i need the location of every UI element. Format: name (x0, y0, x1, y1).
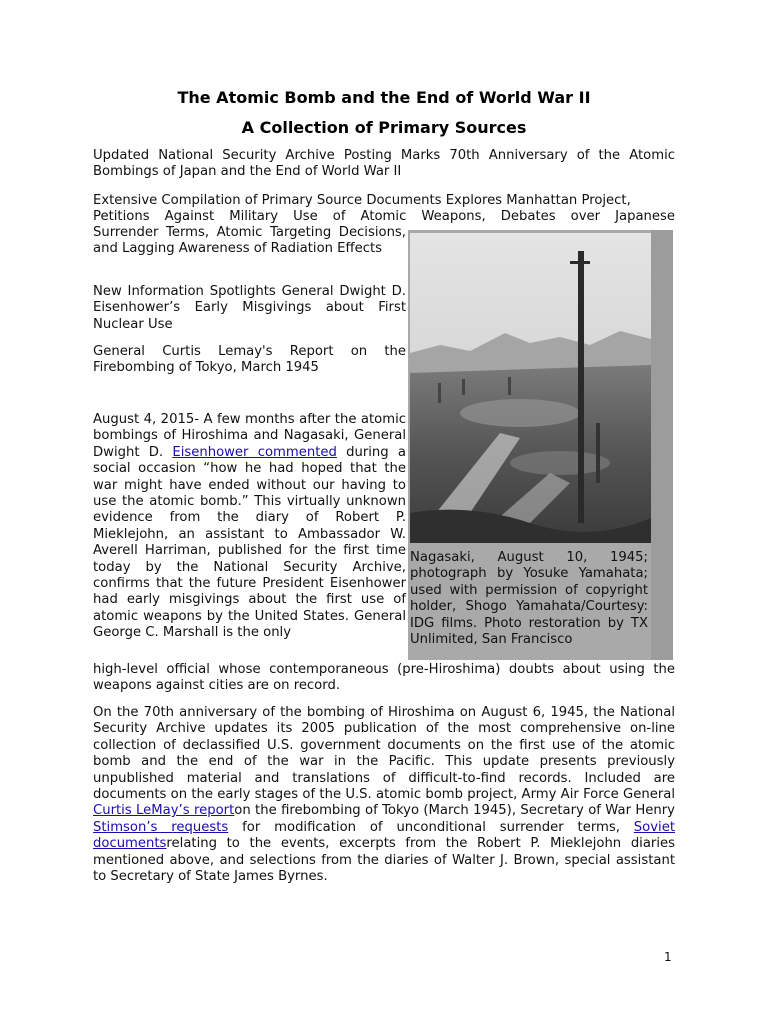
compilation-line-1: Extensive Compilation of Primary Source Documents Explores Manhattan Project, (93, 193, 631, 208)
nagasaki-photo-image (410, 233, 651, 543)
nagasaki-photo (410, 233, 651, 543)
compilation-line-3: Surrender Terms, Atomic Targeting Decisions, and Lagging Awareness of Radiation Effects (93, 225, 406, 257)
article-paragraph-1: August 4, 2015- A few months after the atomic bombings of Hiroshima and Nagasaki, General Dwight D. Eisenhower commented during a social occasion “how he had hoped that the war might have ended without our having to use the atomic bomb.” This virtually unknown evidence from the diary of Robert P. Mieklejohn, an assistant to Ambassador W. Averell Harriman, published for the first time today by the National Security Archive, confirms that the future President Eisenhower had early misgivings about the first use of atomic weapons by the United States. General George C. Marshall is the only (93, 412, 406, 641)
figure-caption: Nagasaki, August 10, 1945; photograph by Yosuke Yamahata; used with permission of copyright holder, Shogo Yamahata/Courtesy: IDG films. Photo restoration by TX Unlimited, San Francisco (410, 550, 648, 648)
compilation-line-2: Petitions Against Military Use of Atomic Weapons, Debates over Japanese (93, 209, 675, 224)
intro-paragraph: Updated National Security Archive Posting Marks 70th Anniversary of the Atomic Bombings of Japan and the End of World War II (93, 148, 675, 180)
article-paragraph-1-continued: high-level official whose contemporaneous (pre-Hiroshima) doubts about using the weapons against cities are on record. (93, 662, 675, 694)
document-title: The Atomic Bomb and the End of World War II (177, 88, 591, 107)
spotlight-paragraph: New Information Spotlights General Dwight D. Eisenhower’s Early Misgivings about First Nuclear Use (93, 284, 406, 332)
stimson-requests-link[interactable]: Stimson’s requests (93, 819, 229, 835)
page-number: 1 (664, 950, 672, 964)
lemay-report-paragraph: General Curtis Lemay's Report on the Firebombing of Tokyo, March 1945 (93, 344, 406, 376)
soviet-documents-link[interactable]: Soviet documents (93, 819, 675, 852)
document-subtitle: A Collection of Primary Sources (241, 118, 527, 137)
nagasaki-figure (408, 230, 673, 660)
figure-gray-strip (651, 230, 673, 660)
eisenhower-commented-link[interactable]: Eisenhower commented (172, 444, 337, 460)
curtis-lemay-report-link[interactable]: Curtis LeMay’s report (93, 803, 235, 819)
article-paragraph-2: On the 70th anniversary of the bombing of Hiroshima on August 6, 1945, the National Security Archive updates its 2005 publication of the most comprehensive on-line collection of declassified U.S. government documents on the first use of the atomic bomb and the end of the war in the Pacific. This update presents previously unpublished material and translations of difficult-to-find records. Included are documents on the early stages of the U.S. atomic bomb project, Army Air Force General Curtis LeMay’s reporton the firebombing of Tokyo (March 1945), Secretary of War Henry Stimson’s requests for modification of unconditional surrender terms, Soviet documentsrelating to the events, excerpts from the Robert P. Mieklejohn diaries mentioned above, and selections from the diaries of Walter J. Brown, special assistant to Secretary of State James Byrnes. (93, 705, 675, 885)
